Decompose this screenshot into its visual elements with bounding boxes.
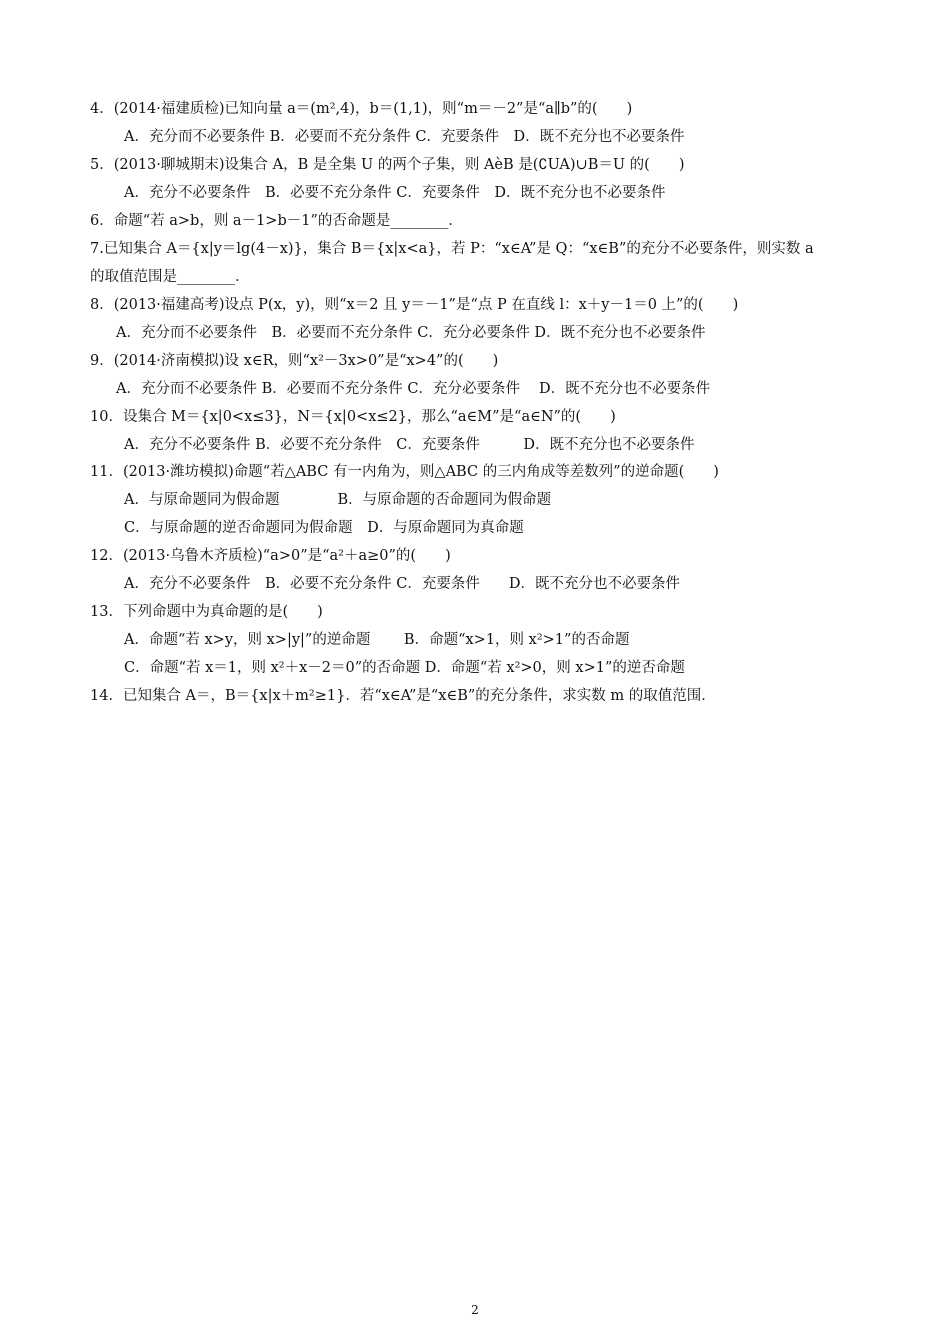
question-12-stem: 12．(2013·乌鲁木齐质检)“a>0”是“a²＋a≥0”的( ): [90, 548, 451, 564]
question-14-stem: 14．已知集合 A＝，B＝{x|x＋m²≥1}．若“x∈A”是“x∈B”的充分条件，求实数 m 的取值范围．: [90, 688, 716, 704]
question-11-stem: 11．(2013·潍坊模拟)命题“若△ABC 有一内角为，则△ABC 的三内角成等差数列”的逆命题( ): [90, 464, 719, 480]
question-10-stem: 10．设集合 M＝{x|0<x≤3}，N＝{x|0<x≤2}，那么“a∈M”是“a∈N”的( ): [90, 409, 616, 425]
question-8-stem: 8．(2013·福建高考)设点 P(x，y)，则“x＝2 且 y＝－1”是“点 P 在直线 l：x＋y－1＝0 上”的( ): [90, 297, 739, 313]
question-11-options-ab: A．与原命题同为假命题 B．与原命题的否命题同为假命题: [124, 492, 552, 508]
question-8-options: A．充分而不必要条件 B．必要而不充分条件 C．充分必要条件 D．既不充分也不必要条件: [116, 325, 706, 341]
question-10-options: A．充分不必要条件 B．必要不充分条件 C．充要条件 D．既不充分也不必要条件: [124, 437, 695, 453]
question-9-options: A．充分而不必要条件 B．必要而不充分条件 C．充分必要条件 D．既不充分也不必要条件: [116, 381, 711, 397]
question-7-continuation: 的取值范围是________．: [90, 269, 250, 285]
question-12-options: A．充分不必要条件 B．必要不充分条件 C．充要条件 D．既不充分也不必要条件: [124, 576, 680, 592]
question-13-stem: 13．下列命题中为真命题的是( ): [90, 604, 323, 620]
question-4-options: A．充分而不必要条件 B．必要而不充分条件 C．充要条件 D．既不充分也不必要条件: [124, 129, 685, 145]
question-13-options-ab: A．命题“若 x>y，则 x>|y|”的逆命题 B．命题“x>1，则 x²>1”的否命题: [124, 632, 630, 648]
question-7-stem: 7.已知集合 A＝{x|y＝lg(4－x)}，集合 B＝{x|x<a}，若 P：“x∈A”是 Q：“x∈B”的充分不必要条件，则实数 a: [90, 241, 814, 257]
question-13-options-cd: C．命题“若 x＝1，则 x²＋x－2＝0”的否命题 D．命题“若 x²>0，则 x>1”的逆否命题: [124, 660, 685, 676]
question-6-stem: 6．命题“若 a>b，则 a－1>b－1”的否命题是________．: [90, 213, 463, 229]
question-5-stem: 5．(2013·聊城期末)设集合 A，B 是全集 U 的两个子集，则 AèB 是(∁UA)∪B＝U 的( ): [90, 157, 685, 173]
question-4-stem: 4．(2014·福建质检)已知向量 a＝(m²,4)，b＝(1,1)，则“m＝－2”是“a∥b”的( ): [90, 101, 633, 117]
question-11-options-cd: C．与原命题的逆否命题同为假命题 D．与原命题同为真命题: [124, 520, 524, 536]
question-9-stem: 9．(2014·济南模拟)设 x∈R，则“x²－3x>0”是“x>4”的( ): [90, 353, 499, 369]
question-5-options: A．充分不必要条件 B．必要不充分条件 C．充要条件 D．既不充分也不必要条件: [124, 185, 666, 201]
page-number: 2: [471, 1303, 479, 1317]
